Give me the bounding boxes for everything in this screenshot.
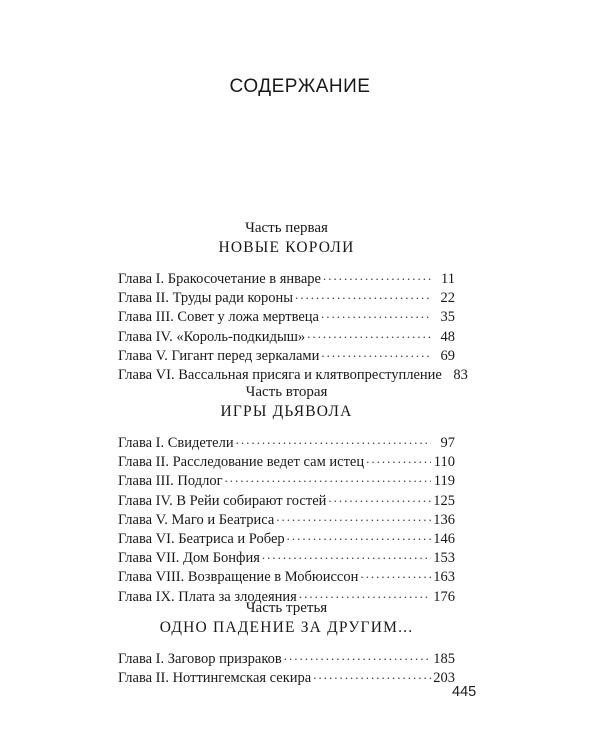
part-label: Часть первая	[245, 220, 328, 236]
dot-leader	[323, 266, 431, 286]
dot-leader	[307, 324, 431, 344]
entry-title: Глава V. Маго и Беатриса	[118, 511, 275, 528]
dot-leader	[295, 285, 431, 305]
part-heading: НОВЫЕ КОРОЛИ	[218, 239, 355, 256]
entry-page: 119	[433, 473, 455, 490]
page-title: СОДЕРЖАНИЕ	[229, 76, 371, 97]
dot-leader	[236, 430, 431, 450]
entry-page: 48	[440, 328, 455, 345]
entry-title: Глава III. Совет у ложа мертвеца	[118, 309, 319, 326]
entry-title: Глава II. Расследование ведет сам истец	[118, 454, 365, 471]
dot-leader	[262, 545, 431, 565]
entry-title: Глава VIII. Возвращение в Мобюиссон	[118, 569, 359, 586]
entry-page: 110	[433, 454, 455, 471]
entry-page: 176	[433, 588, 455, 605]
entry-title: Глава I. Свидетели	[118, 435, 234, 451]
entry-title: Глава VI. Беатриса и Робер	[118, 530, 285, 547]
dot-leader	[225, 468, 431, 488]
entry-title: Глава III. Подлог	[118, 473, 223, 490]
entry-title: Глава I. Заговор призраков	[118, 651, 282, 667]
dot-leader	[366, 449, 431, 469]
entry-title: Глава IV. В Рейи собирают гостей	[118, 492, 327, 509]
entry-title: Глава II. Ноттингемская секира	[118, 670, 312, 687]
dot-leader	[321, 343, 431, 363]
entry-page: 11	[441, 271, 455, 287]
toc-entry[interactable]	[118, 668, 455, 687]
entry-title: Глава V. Гигант перед зеркалами	[118, 347, 320, 364]
part-heading: ОДНО ПАДЕНИЕ ЗА ДРУГИМ...	[159, 619, 414, 636]
entry-page: 35	[440, 309, 455, 326]
entry-page: 125	[433, 492, 455, 509]
entry-title: Глава VI. Вассальная присяга и клятвопреступление	[118, 366, 442, 383]
dot-leader	[287, 526, 431, 546]
entry-page: 163	[433, 569, 455, 586]
part-label: Часть вторая	[245, 384, 328, 400]
entry-page: 153	[433, 550, 455, 567]
part-1	[118, 218, 468, 384]
part-label: Часть третья	[245, 600, 328, 616]
entry-page: 185	[433, 651, 455, 667]
dot-leader	[360, 564, 431, 584]
dot-leader	[321, 304, 431, 324]
part-heading: ИГРЫ ДЬЯВОЛА	[220, 403, 353, 420]
dot-leader	[328, 488, 431, 508]
entry-page: 146	[433, 530, 455, 547]
dot-leader	[284, 646, 431, 666]
entry-title: Глава VII. Дом Бонфия	[118, 550, 260, 567]
entry-page: 136	[433, 511, 455, 528]
entry-page: 69	[440, 347, 455, 364]
part-2	[118, 382, 455, 606]
entry-title: Глава IV. «Король-подкидыш»	[118, 328, 306, 345]
entry-title: Глава II. Труды ради короны	[118, 290, 294, 307]
toc-entry[interactable]	[118, 346, 455, 365]
entry-page: 22	[440, 290, 455, 307]
dot-leader	[276, 507, 431, 527]
entry-title: Глава I. Бракосочетание в январе	[118, 271, 321, 287]
page-number: 445	[452, 684, 477, 700]
entry-page: 97	[440, 435, 455, 451]
entry-page: 203	[433, 670, 455, 687]
entry-title: Глава IX. Плата за злодеяния	[118, 588, 297, 605]
part-3	[118, 598, 455, 687]
entry-page: 83	[453, 366, 468, 383]
dot-leader	[313, 665, 431, 685]
